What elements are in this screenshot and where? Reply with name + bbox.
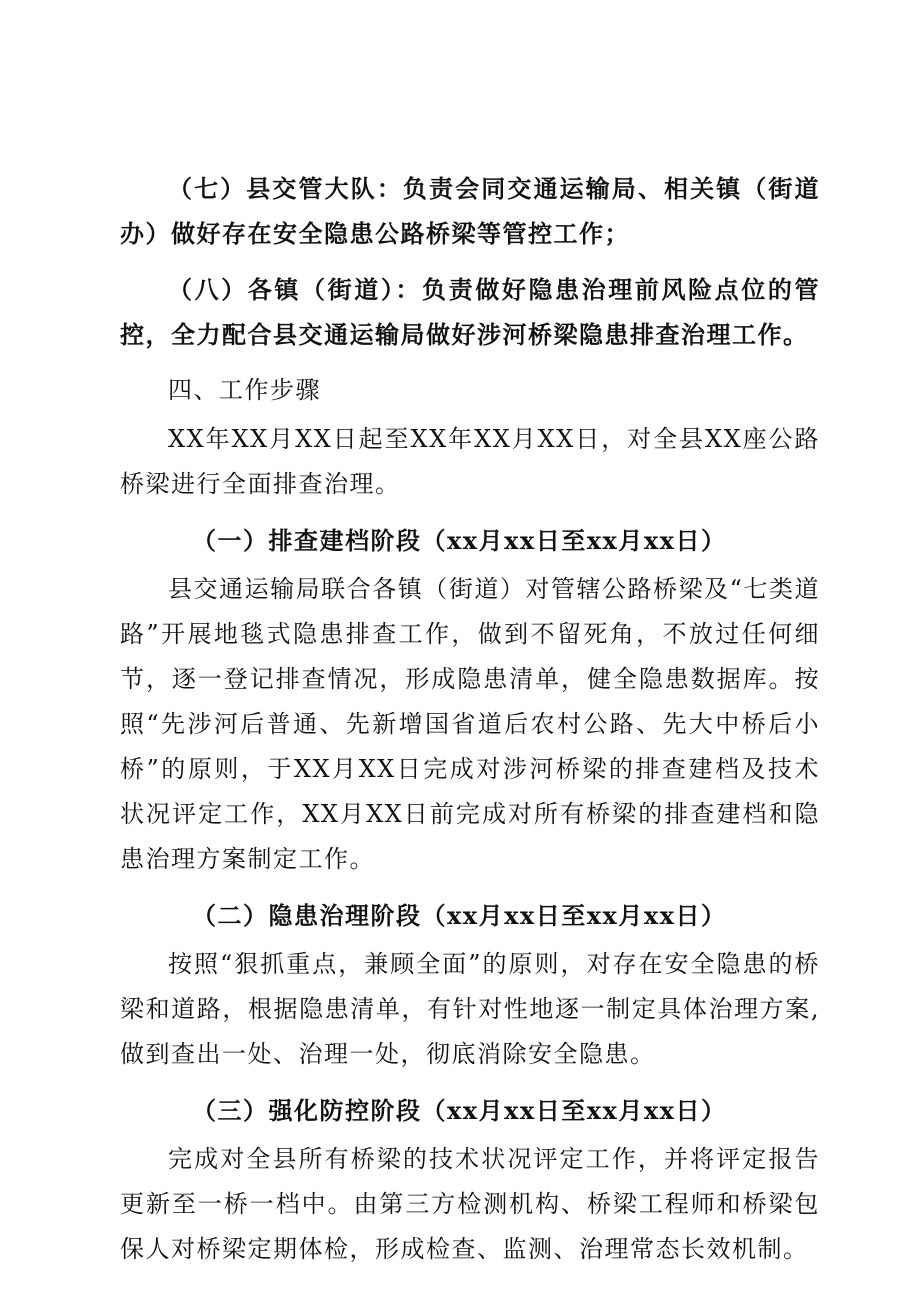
paragraph-towns: （八）各镇（街道）：负责做好隐患治理前风险点位的管控，全力配合县交通运输局做好涉河桥梁隐患排查治理工作。 — [120, 275, 820, 349]
stage-2-heading: （二）隐患治理阶段（xx月xx日至xx月xx日） — [192, 901, 727, 930]
stage-1-heading: （一）排查建档阶段（xx月xx日至xx月xx日） — [192, 526, 727, 555]
stage-3-body: 完成对全县所有桥梁的技术状况评定工作，并将评定报告更新至一桥一档中。由第三方检测机构、桥梁工程师和桥梁包保人对桥梁定期体检，形成检查、监测、治理常态长效机制。 — [120, 1145, 820, 1263]
stage-1-body: 县交通运输局联合各镇（街道）对管辖公路桥梁及“七类道路”开展地毯式隐患排查工作，做到不留死角，不放过任何细节，逐一登记排查情况，形成隐患清单，健全隐患数据库。按照“先涉河后普通、先新增国省道后农村公路、先大中桥后小桥”的原则，于XX月XX日完成对涉河桥梁的排查建档及技术状况评定工作，XX月XX日前完成对所有桥梁的排查建档和隐患治理方案制定工作。 — [120, 575, 820, 873]
paragraph-intro: XX年XX月XX日起至XX年XX月XX日，对全县XX座公路桥梁进行全面排查治理。 — [120, 425, 820, 498]
section-heading-work-steps: 四、工作步骤 — [168, 376, 321, 404]
stage-2-body: 按照“狠抓重点，兼顾全面”的原则，对存在安全隐患的桥梁和道路，根据隐患清单，有针对性地逐一制定具体治理方案,做到查出一处、治理一处，彻底消除安全隐患。 — [120, 950, 820, 1068]
paragraph-traffic-police: （七）县交管大队：负责会同交通运输局、相关镇（街道办）做好存在安全隐患公路桥梁等管控工作； — [120, 174, 820, 248]
document-body — [120, 166, 820, 1283]
stage-3-heading: （三）强化防控阶段（xx月xx日至xx月xx日） — [192, 1096, 727, 1125]
